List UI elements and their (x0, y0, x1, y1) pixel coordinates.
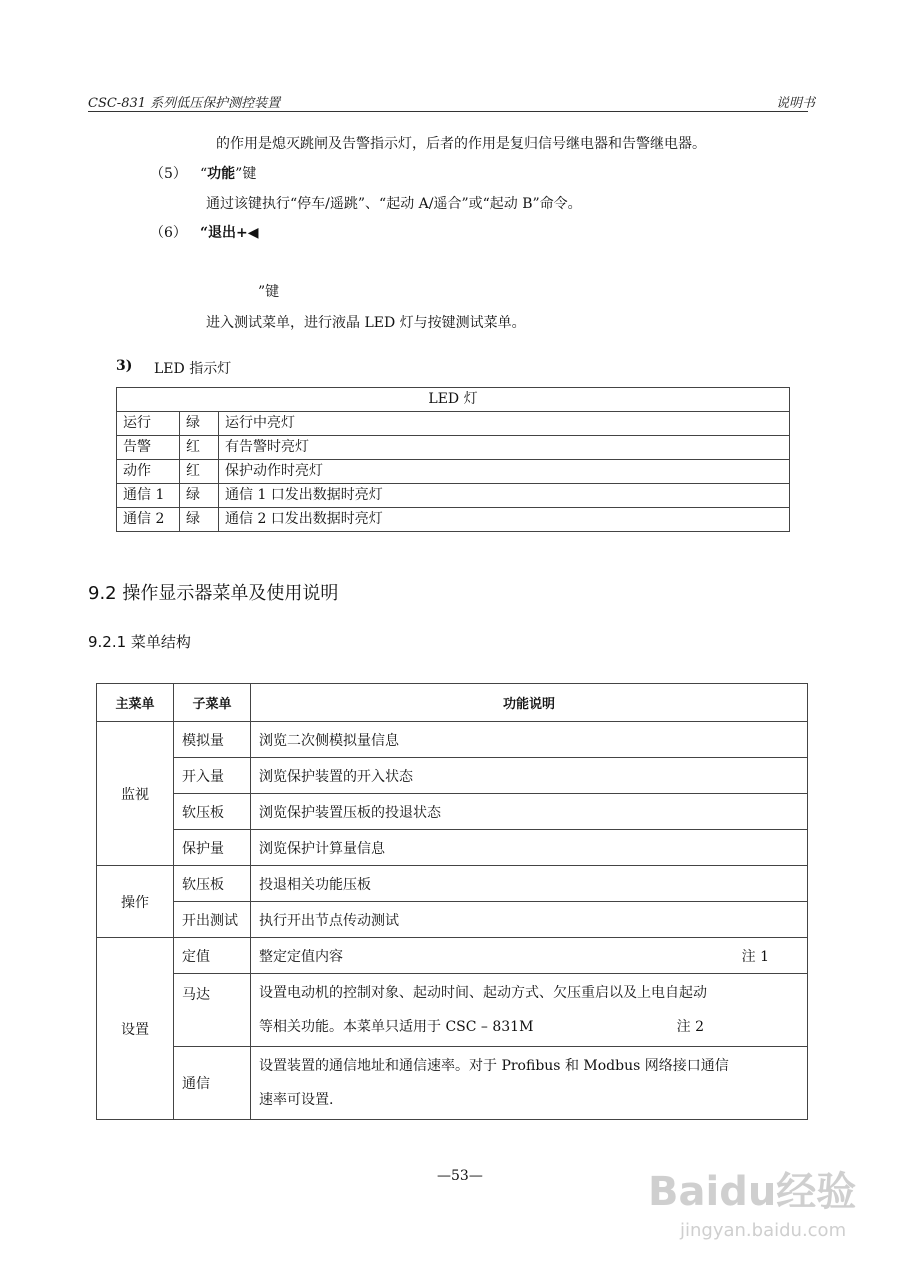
led-desc: 保护动作时亮灯 (219, 460, 790, 484)
led-name: 告警 (117, 436, 180, 460)
function-desc: 设置电动机的控制对象、起动时间、起动方式、欠压重启以及上电自起动 等相关功能。本菜单只适用于 CSC – 831M 注 2 (251, 974, 808, 1047)
item5-title: “功能”键 (200, 166, 257, 182)
led-color: 红 (180, 436, 219, 460)
table-row (97, 974, 808, 1047)
table-row (117, 508, 790, 532)
function-desc: 整定定值内容 注 1 (251, 938, 808, 974)
section-9-2-1-heading: 9.2.1 菜单结构 (88, 633, 191, 651)
led-name: 通信 1 (117, 484, 180, 508)
sub-menu: 软压板 (174, 866, 251, 902)
sub-menu: 马达 (174, 974, 251, 1047)
led-desc: 有告警时亮灯 (219, 436, 790, 460)
col-function: 功能说明 (251, 684, 808, 722)
table-row (97, 722, 808, 758)
main-menu-settings: 设置 (97, 938, 174, 1120)
led-desc: 通信 1 口发出数据时亮灯 (219, 484, 790, 508)
table-header-row (97, 684, 808, 722)
intro-line: 的作用是熄灭跳闸及告警指示灯，后者的作用是复归信号继电器和告警继电器。 (216, 136, 706, 152)
header-doc-type: 说明书 (776, 96, 816, 111)
sub-menu: 通信 (174, 1047, 251, 1120)
menu-structure-table (96, 683, 808, 1120)
item6-desc: 进入测试菜单，进行液晶 LED 灯与按键测试菜单。 (206, 315, 526, 331)
led-name: 动作 (117, 460, 180, 484)
watermark-brand: Baidu经验 (648, 1169, 857, 1215)
function-desc: 浏览二次侧模拟量信息 (251, 722, 808, 758)
section-9-2-heading: 9.2 操作显示器菜单及使用说明 (88, 583, 339, 604)
sub-menu: 开出测试 (174, 902, 251, 938)
main-menu-operate: 操作 (97, 866, 174, 938)
led-color: 绿 (180, 412, 219, 436)
table-row (117, 460, 790, 484)
function-desc: 浏览保护装置的开入状态 (251, 758, 808, 794)
led-color: 绿 (180, 508, 219, 532)
led-desc: 通信 2 口发出数据时亮灯 (219, 508, 790, 532)
table-row (97, 866, 808, 902)
led-color: 绿 (180, 484, 219, 508)
sub-menu: 定值 (174, 938, 251, 974)
page-number: —53— (437, 1168, 483, 1184)
sub-menu: 开入量 (174, 758, 251, 794)
note-2: 注 2 (676, 1019, 704, 1035)
led-desc: 运行中亮灯 (219, 412, 790, 436)
item5-number: （5） (150, 166, 187, 182)
led-section-number: 3) (116, 358, 133, 374)
main-menu-monitor: 监视 (97, 722, 174, 866)
led-name: 通信 2 (117, 508, 180, 532)
sub-menu: 软压板 (174, 794, 251, 830)
table-row (97, 902, 808, 938)
table-row (97, 830, 808, 866)
sub-menu: 保护量 (174, 830, 251, 866)
header-title: CSC-831 系列低压保护测控装置 (88, 96, 281, 111)
item5-desc: 通过该键执行“停车/遥跳”、“起动 A/遥合”或“起动 B”命令。 (206, 196, 582, 212)
led-table (116, 387, 790, 532)
watermark-url: jingyan.baidu.com (680, 1220, 847, 1241)
led-section-title: LED 指示灯 (154, 361, 232, 377)
table-row (97, 758, 808, 794)
function-desc: 浏览保护装置压板的投退状态 (251, 794, 808, 830)
item6-title: “退出+◀ (200, 225, 259, 241)
led-color: 红 (180, 460, 219, 484)
note-1: 注 1 (741, 948, 769, 965)
table-row (117, 484, 790, 508)
function-desc: 投退相关功能压板 (251, 866, 808, 902)
table-row (117, 436, 790, 460)
function-desc: 浏览保护计算量信息 (251, 830, 808, 866)
header-rule (88, 111, 808, 112)
function-desc: 设置装置的通信地址和通信速率。对于 Profibus 和 Modbus 网络接口通信 速率可设置. (251, 1047, 808, 1120)
sub-menu: 模拟量 (174, 722, 251, 758)
table-row (117, 412, 790, 436)
table-row (97, 938, 808, 974)
col-sub-menu: 子菜单 (174, 684, 251, 722)
table-row (97, 794, 808, 830)
function-desc: 执行开出节点传动测试 (251, 902, 808, 938)
item6-number: （6） (150, 225, 187, 241)
led-table-header: LED 灯 (117, 388, 790, 412)
table-row (97, 1047, 808, 1120)
col-main-menu: 主菜单 (97, 684, 174, 722)
led-name: 运行 (117, 412, 180, 436)
item6-title-tail: ”键 (258, 284, 280, 300)
